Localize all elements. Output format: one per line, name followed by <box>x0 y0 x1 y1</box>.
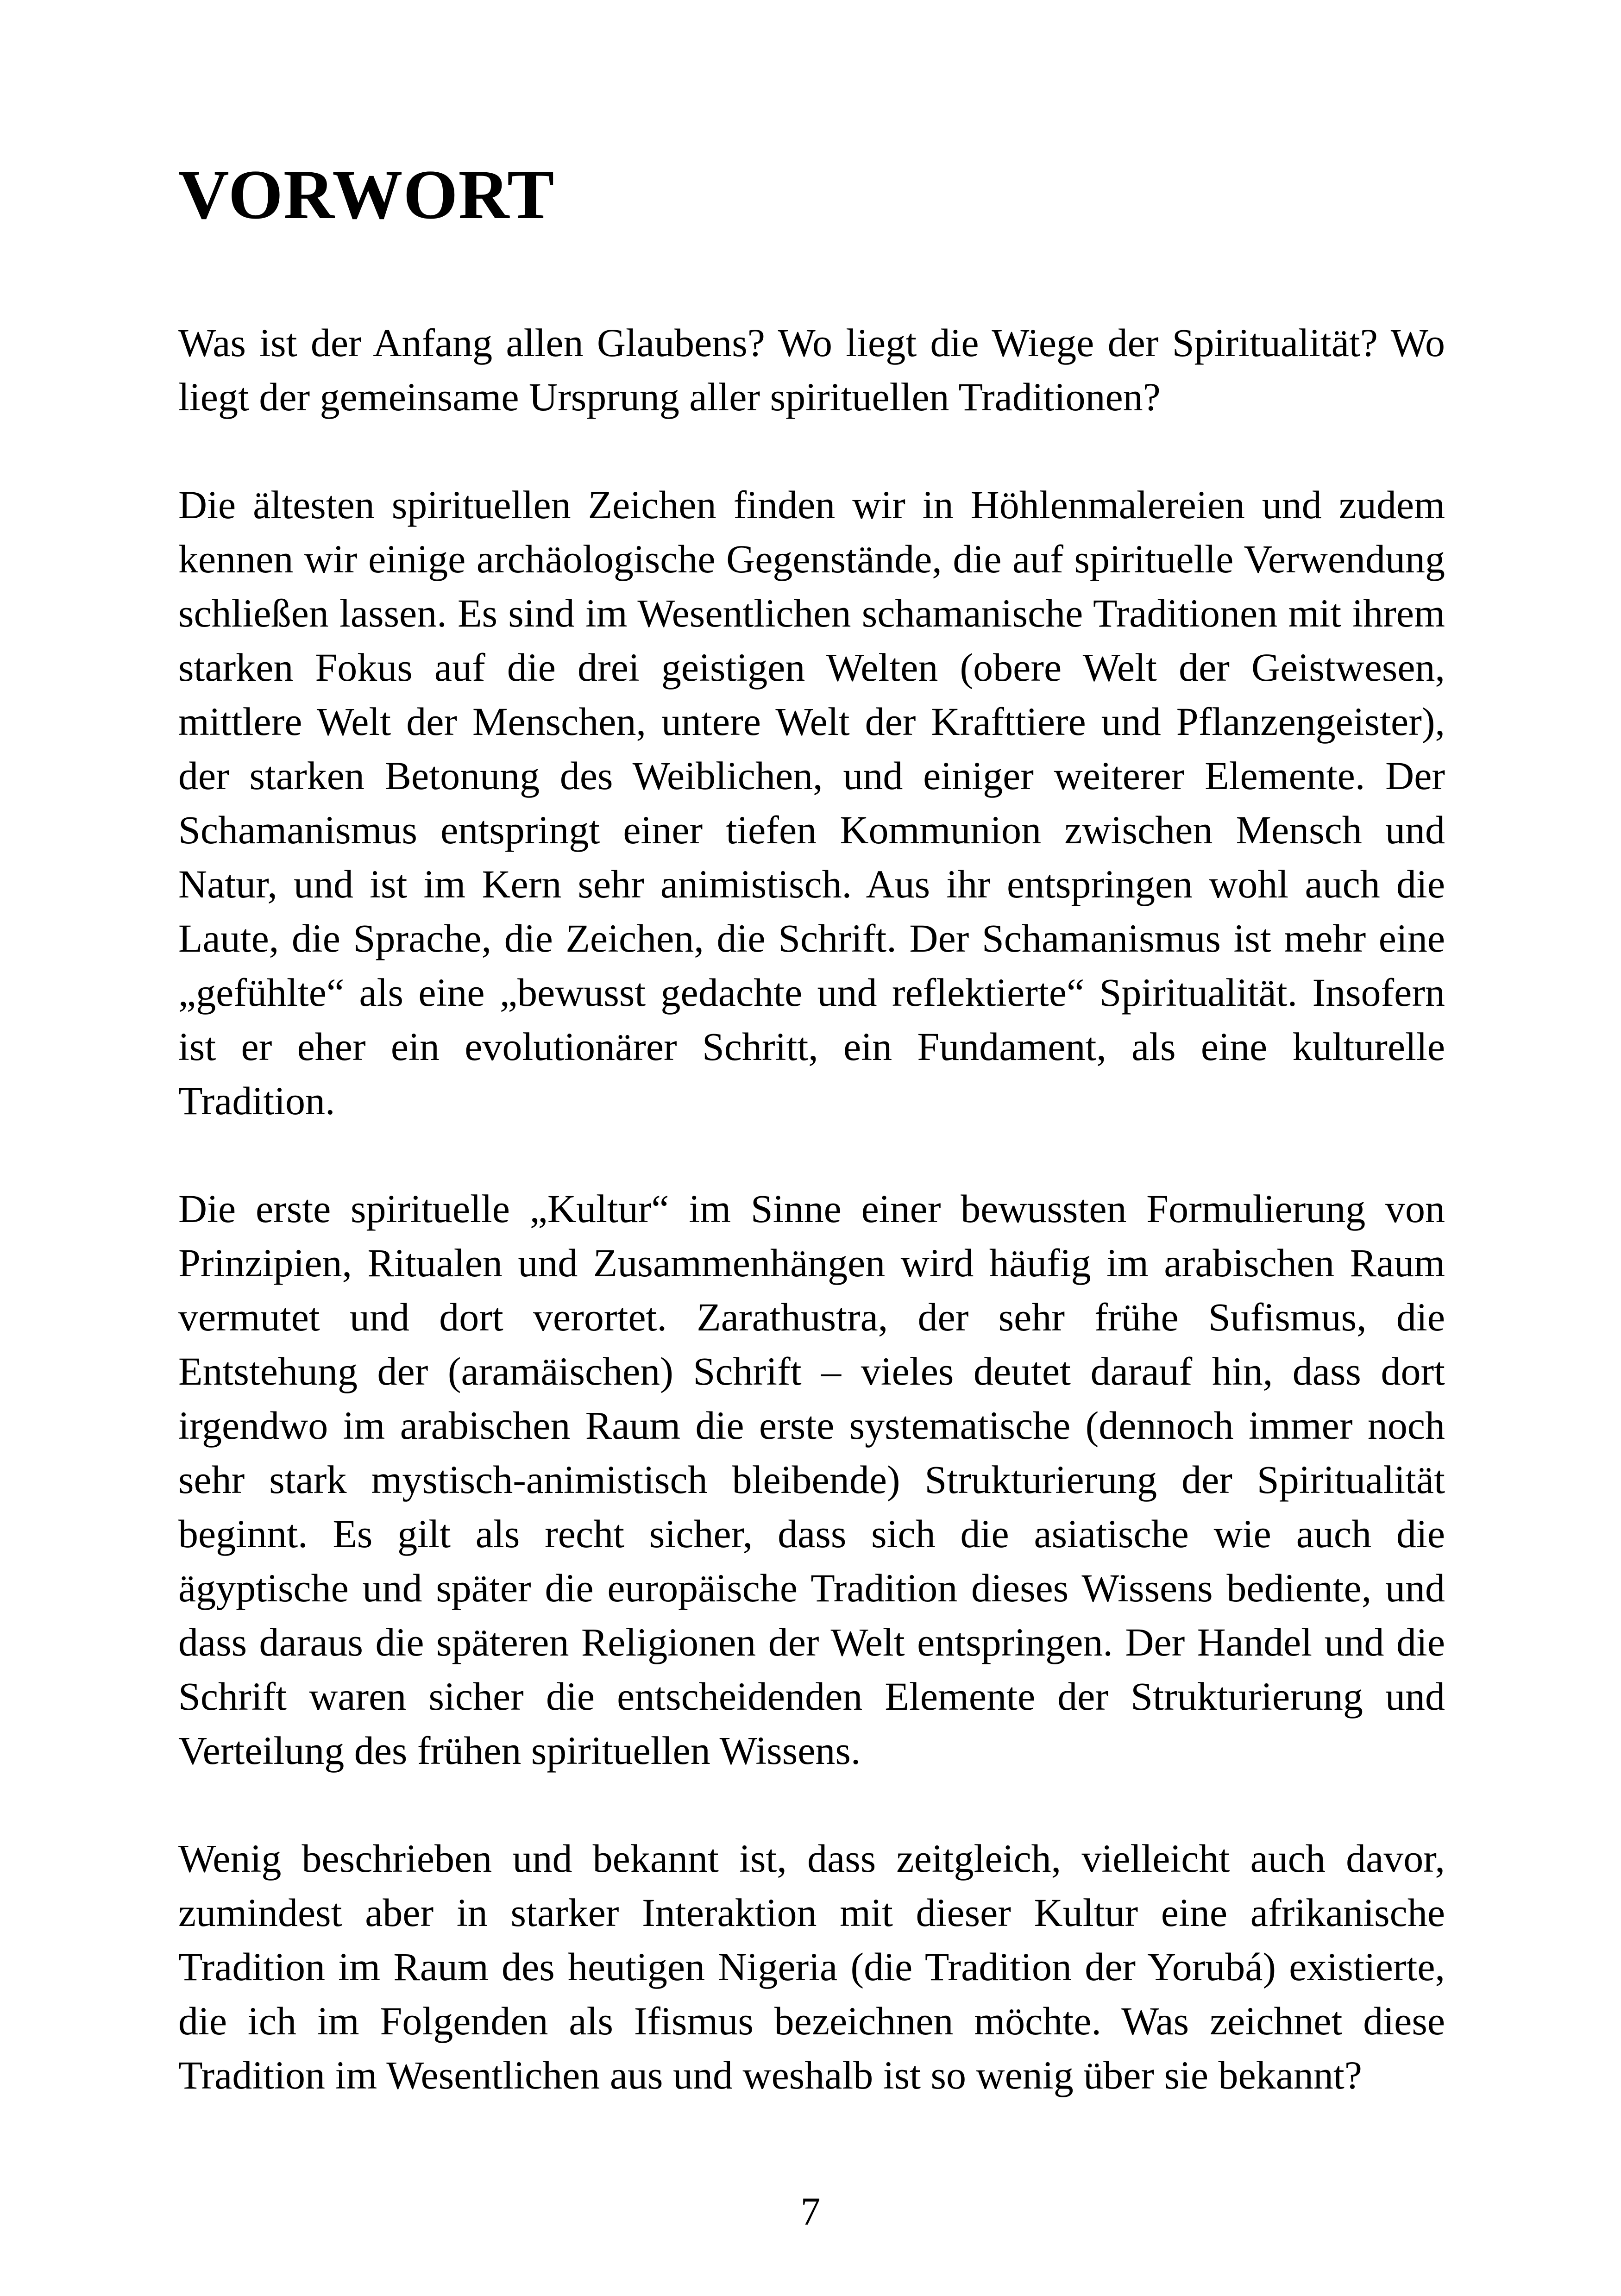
paragraph: Was ist der Anfang allen Glaubens? Wo liegt die Wiege der Spiritualität? Wo liegt der gemeinsame Ursprung aller spirituellen Traditionen? <box>178 320 1445 419</box>
chapter-heading: VORWORT <box>178 156 555 233</box>
body-text <box>178 316 1445 2156</box>
paragraph: Die erste spirituelle „Kultur“ im Sinne einer bewussten Formulierung von Prinzipien, Ritualen und Zusammenhängen wird häufig im arabischen Raum vermutet und dort verortet. Zarathustra, der sehr frühe Sufismus, die Entstehung der (aramäischen) Schrift – vieles deutet darauf hin, dass dort irgendwo im arabischen Raum die erste systematische (dennoch immer noch sehr stark mystisch-animistisch bleibende) Strukturierung der Spiritualität beginnt. Es gilt als recht sicher, dass sich die asiatische wie auch die ägyptische und später die europäische Tradition dieses Wissens bediente, und dass daraus die späteren Religionen der Welt entspringen. Der Handel und die Schrift waren sicher die entscheidenden Elemente der Strukturierung und Verteilung des frühen spirituellen Wissens. <box>178 1186 1445 1773</box>
paragraph: Die ältesten spirituellen Zeichen finden wir in Höhlenmalereien und zudem kennen wir einige archäologische Gegenstände, die auf spirituelle Verwendung schließen lassen. Es sind im Wesentlichen schamanische Traditionen mit ihrem starken Fokus auf die drei geistigen Welten (obere Welt der Geistwesen, mittlere Welt der Menschen, untere Welt der Krafttiere und Pflanzengeister), der starken Betonung des Weiblichen, und einiger weiterer Elemente. Der Schamanismus entspringt einer tiefen Kommunion zwischen Mensch und Natur, und ist im Kern sehr animistisch. Aus ihr entspringen wohl auch die Laute, die Sprache, die Zeichen, die Schrift. Der Schamanismus ist mehr eine „gefühlte“ als eine „bewusst gedachte und reflektierte“ Spiritualität. Insofern ist er eher ein evolutionärer Schritt, ein Fundament, als eine kulturelle Tradition. <box>178 483 1445 1123</box>
paragraph: Wenig beschrieben und bekannt ist, dass zeitgleich, vielleicht auch davor, zumindest aber in starker Interaktion mit dieser Kultur eine afrikanische Tradition im Raum des heutigen Nigeria (die Tradition der Yorubá) existierte, die ich im Folgenden als Ifismus bezeichnen möchte. Was zeichnet diese Tradition im Wesentlichen aus und weshalb ist so wenig über sie bekannt? <box>178 1836 1445 2097</box>
page-number: 7 <box>800 2189 821 2233</box>
